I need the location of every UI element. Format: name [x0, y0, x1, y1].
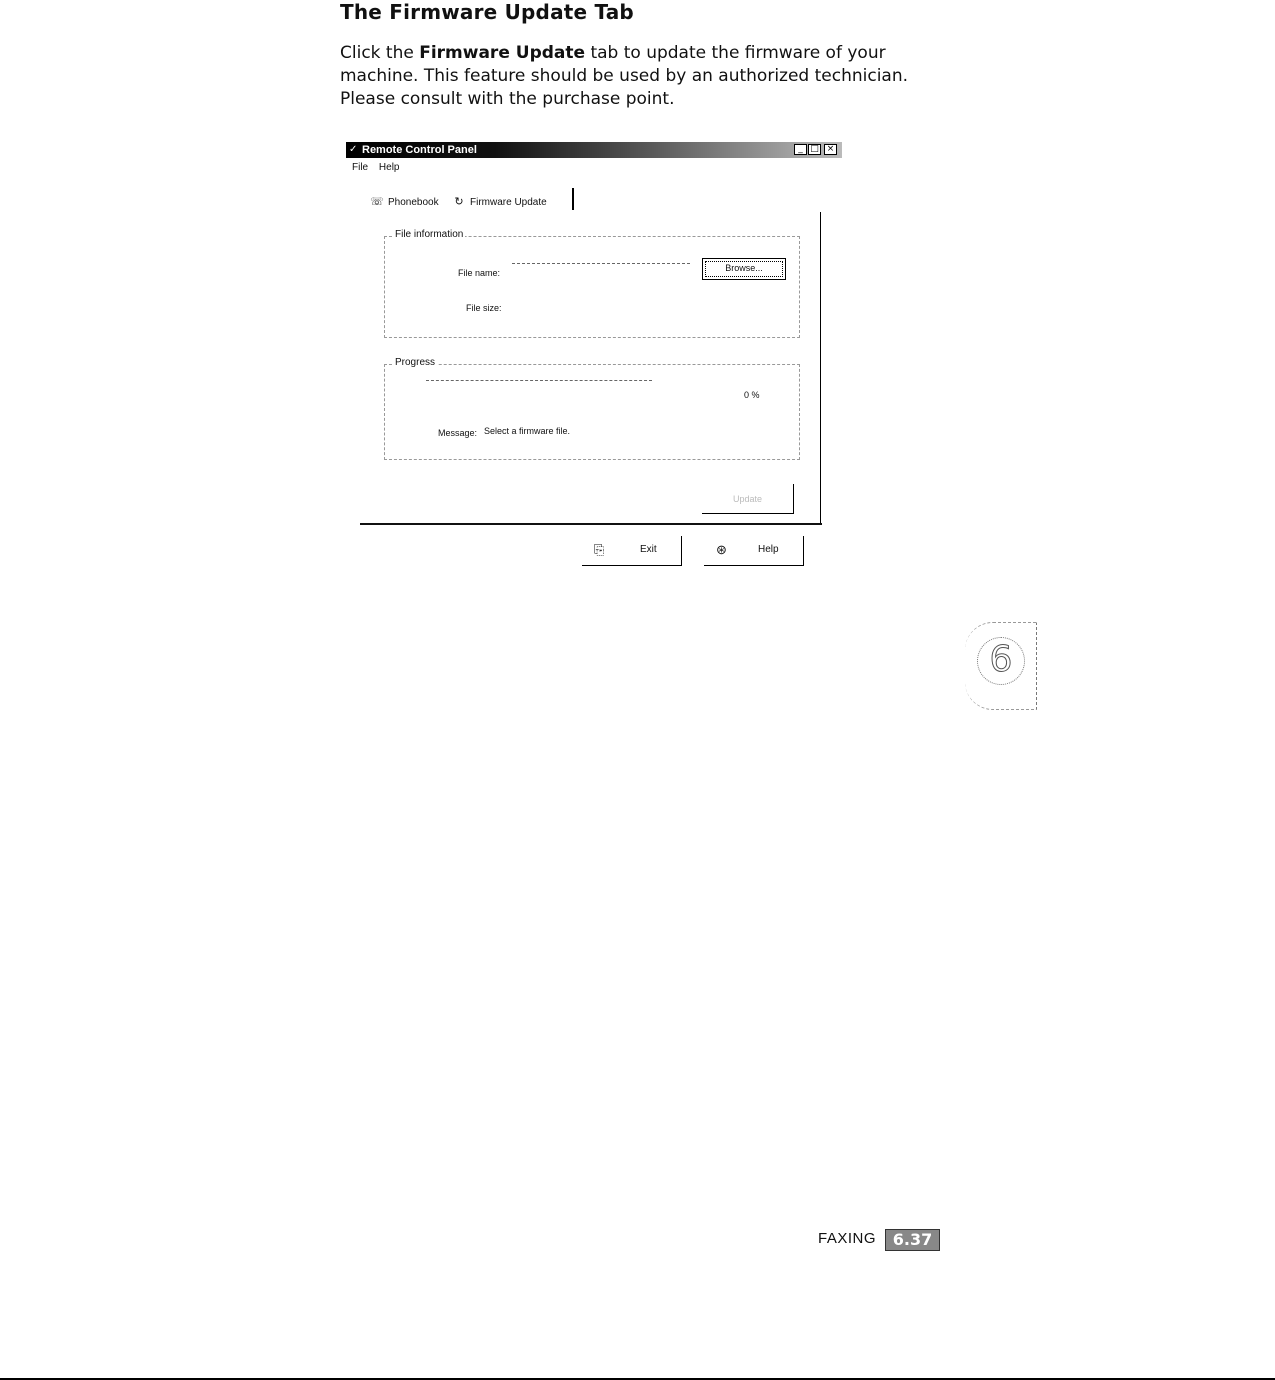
panel-border-bottom: [360, 523, 822, 525]
firmware-update-icon: ↻: [454, 196, 464, 208]
progress-legend: Progress: [395, 357, 436, 368]
panel-border-right: [820, 212, 822, 524]
footer-section-name: FAXING: [818, 1230, 877, 1247]
file-information-legend: File information: [395, 229, 464, 240]
section-heading: The Firmware Update Tab: [340, 0, 634, 24]
tab-firmware-update-label: Firmware Update: [470, 197, 547, 208]
intro-paragraph: Click the Firmware Update tab to update the firmware of your machine. This feature should be used by an authorized technician. Please consult with the purchase point.: [340, 43, 909, 109]
file-information-group: [384, 229, 800, 338]
minimize-button[interactable]: _: [794, 144, 807, 155]
help-button[interactable]: [704, 536, 804, 566]
menu-bar: [352, 162, 407, 173]
active-tab-edge: [572, 188, 574, 210]
message-label: Message:: [438, 428, 478, 438]
title-bar[interactable]: [346, 142, 842, 158]
browse-button-label: Browse...: [725, 263, 763, 273]
help-button-label: Help: [758, 544, 779, 555]
tab-phonebook[interactable]: [370, 194, 439, 211]
close-button[interactable]: ×: [824, 144, 837, 155]
exit-button[interactable]: [582, 536, 682, 566]
file-size-label: File size:: [466, 303, 502, 313]
help-icon: ⊛: [716, 542, 727, 557]
update-button[interactable]: [702, 484, 794, 514]
exit-button-label: Exit: [640, 544, 657, 555]
tab-firmware-update[interactable]: [452, 194, 547, 211]
menu-help[interactable]: Help: [378, 162, 400, 173]
page-number-badge: 6.37: [885, 1229, 940, 1251]
browse-button[interactable]: [702, 258, 786, 280]
tab-phonebook-label: Phonebook: [388, 197, 439, 208]
maximize-button[interactable]: □: [808, 144, 821, 155]
update-button-label: Update: [732, 494, 763, 504]
progress-group: [384, 357, 800, 460]
browse-focus-ring: [705, 261, 783, 277]
progress-percent: 0 %: [744, 390, 760, 400]
menu-file[interactable]: File: [352, 162, 369, 173]
file-name-field[interactable]: [512, 263, 690, 264]
file-name-label: File name:: [458, 268, 501, 278]
message-value: Select a firmware file.: [484, 426, 571, 436]
chapter-number: 6: [977, 637, 1025, 685]
phonebook-icon: ☏: [370, 196, 384, 208]
exit-icon: ⎘: [594, 542, 605, 557]
window-title: Remote Control Panel: [362, 144, 477, 156]
chapter-tab-marker: [965, 622, 1037, 710]
app-icon: ✓: [349, 144, 358, 155]
progress-bar: [426, 380, 652, 381]
remote-control-panel-window: [346, 142, 842, 557]
intro-bold-term: Firmware Update: [419, 43, 586, 63]
